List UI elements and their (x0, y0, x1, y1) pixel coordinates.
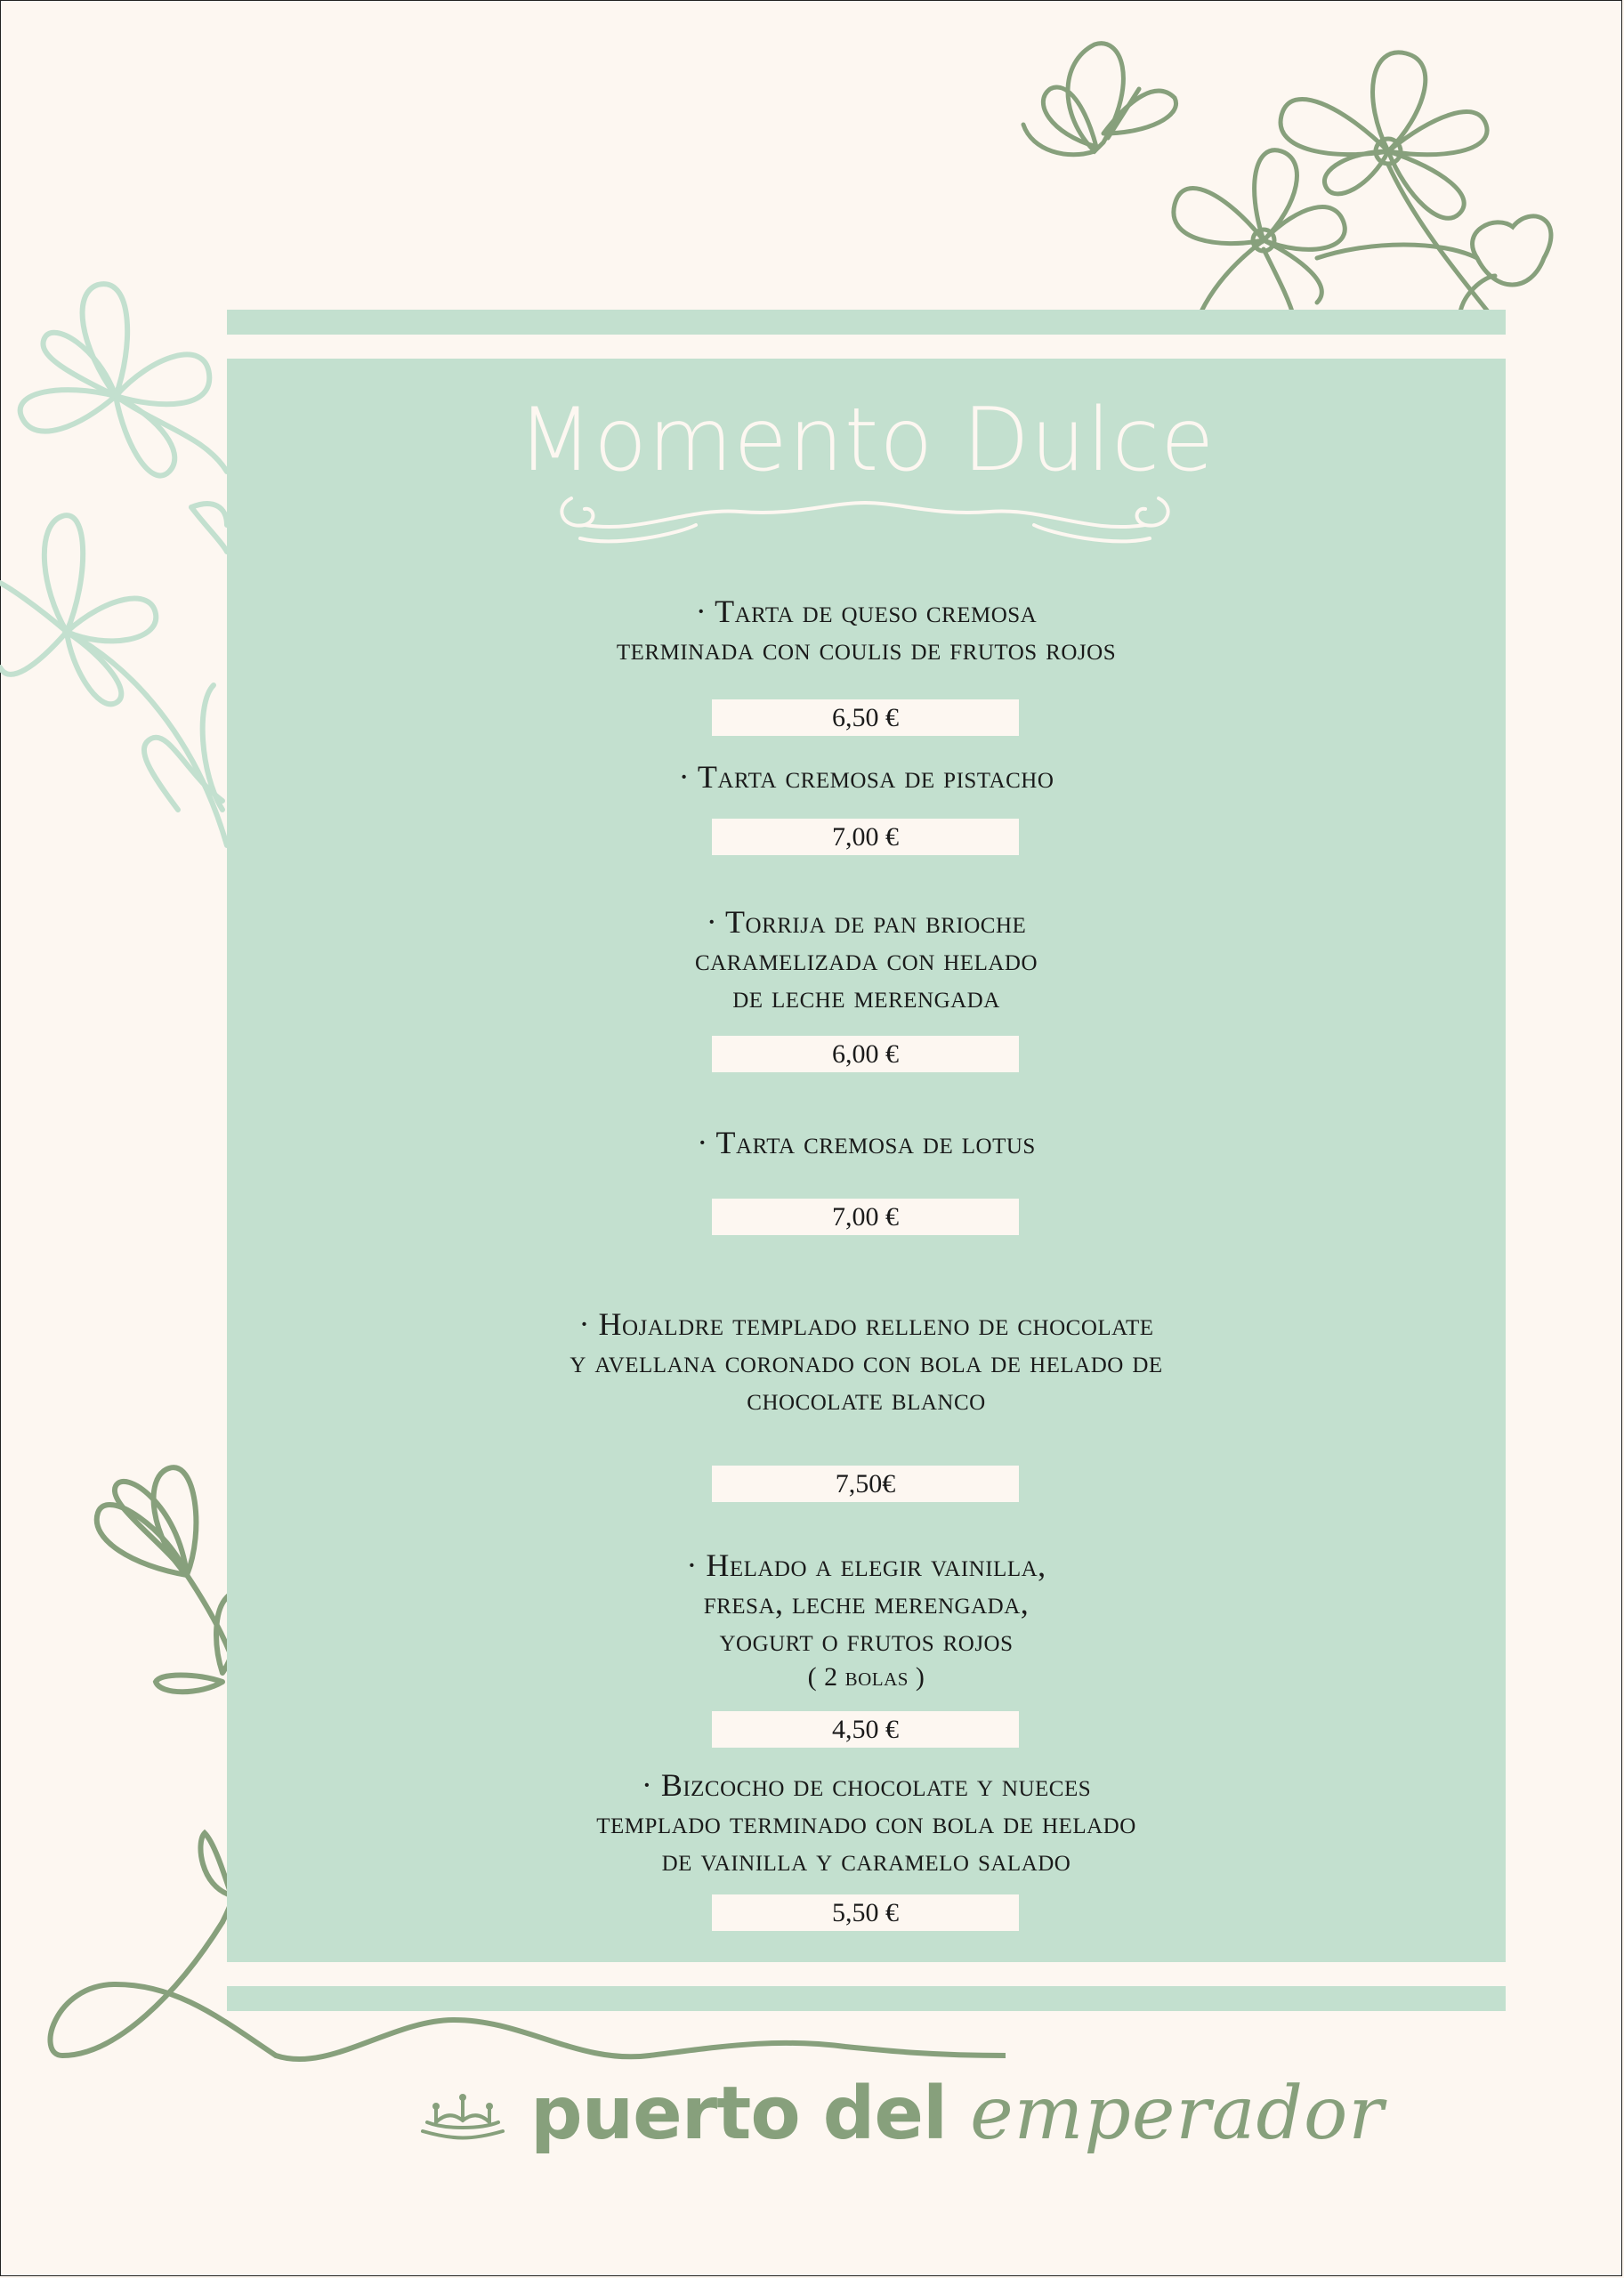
item-line: · Hojaldre templado relleno de chocolate (578, 1306, 1154, 1342)
price-tag: 4,50 € (712, 1711, 1019, 1748)
menu-item-tarta-lotus (227, 1124, 1506, 1161)
crown-icon (418, 2087, 507, 2140)
item-line: · Tarta cremosa de pistacho (678, 759, 1054, 795)
item-line: chocolate blanco (747, 1381, 986, 1417)
brand-word-emperador: emperador (970, 2071, 1385, 2156)
menu-item-bizcocho (227, 1766, 1506, 1878)
brand-logo (418, 2071, 1385, 2156)
price-tag: 7,00 € (712, 1199, 1019, 1235)
title-flourish-ornament (545, 481, 1185, 552)
item-line: yogurt o frutos rojos (719, 1622, 1014, 1658)
item-line: · Tarta cremosa de lotus (697, 1125, 1036, 1160)
top-flowers-decoration (997, 27, 1566, 320)
price-tag: 5,50 € (712, 1894, 1019, 1931)
left-flowers-decoration (0, 276, 231, 863)
item-line: de leche merengada (732, 979, 1000, 1014)
price-tag: 7,00 € (712, 819, 1019, 855)
menu-item-hojaldre (227, 1305, 1506, 1418)
item-line: ( 2 bolas ) (807, 1662, 925, 1692)
menu-item-helado (227, 1547, 1506, 1696)
price-tag: 7,50€ (712, 1466, 1019, 1502)
item-line: caramelizada con helado (694, 941, 1038, 977)
price-tag: 6,50 € (712, 699, 1019, 736)
item-line: de vainilla y caramelo salado (661, 1842, 1071, 1878)
menu-item-tarta-pistacho (227, 758, 1506, 796)
item-line: · Bizcocho de chocolate y nueces (641, 1767, 1092, 1803)
item-line: · Helado a elegir vainilla, (686, 1547, 1046, 1583)
item-line: terminada con coulis de frutos rojos (616, 631, 1117, 666)
brand-word-del: del (822, 2071, 948, 2156)
top-band (227, 310, 1506, 335)
item-line: fresa, leche merengada, (703, 1585, 1030, 1620)
menu-item-torrija (227, 903, 1506, 1015)
bottom-band (227, 1986, 1506, 2011)
menu-item-tarta-queso (227, 593, 1506, 667)
item-line: · Torrija de pan brioche (706, 904, 1027, 940)
item-line: templado terminado con bola de helado (596, 1805, 1136, 1840)
item-line: · Tarta de queso cremosa (695, 594, 1038, 629)
brand-word-puerto: puerto (530, 2071, 800, 2156)
item-line: y avellana coronado con bola de helado de (570, 1344, 1163, 1379)
price-tag: 6,00 € (712, 1036, 1019, 1072)
menu-title: Momento Dulce (517, 390, 1216, 491)
